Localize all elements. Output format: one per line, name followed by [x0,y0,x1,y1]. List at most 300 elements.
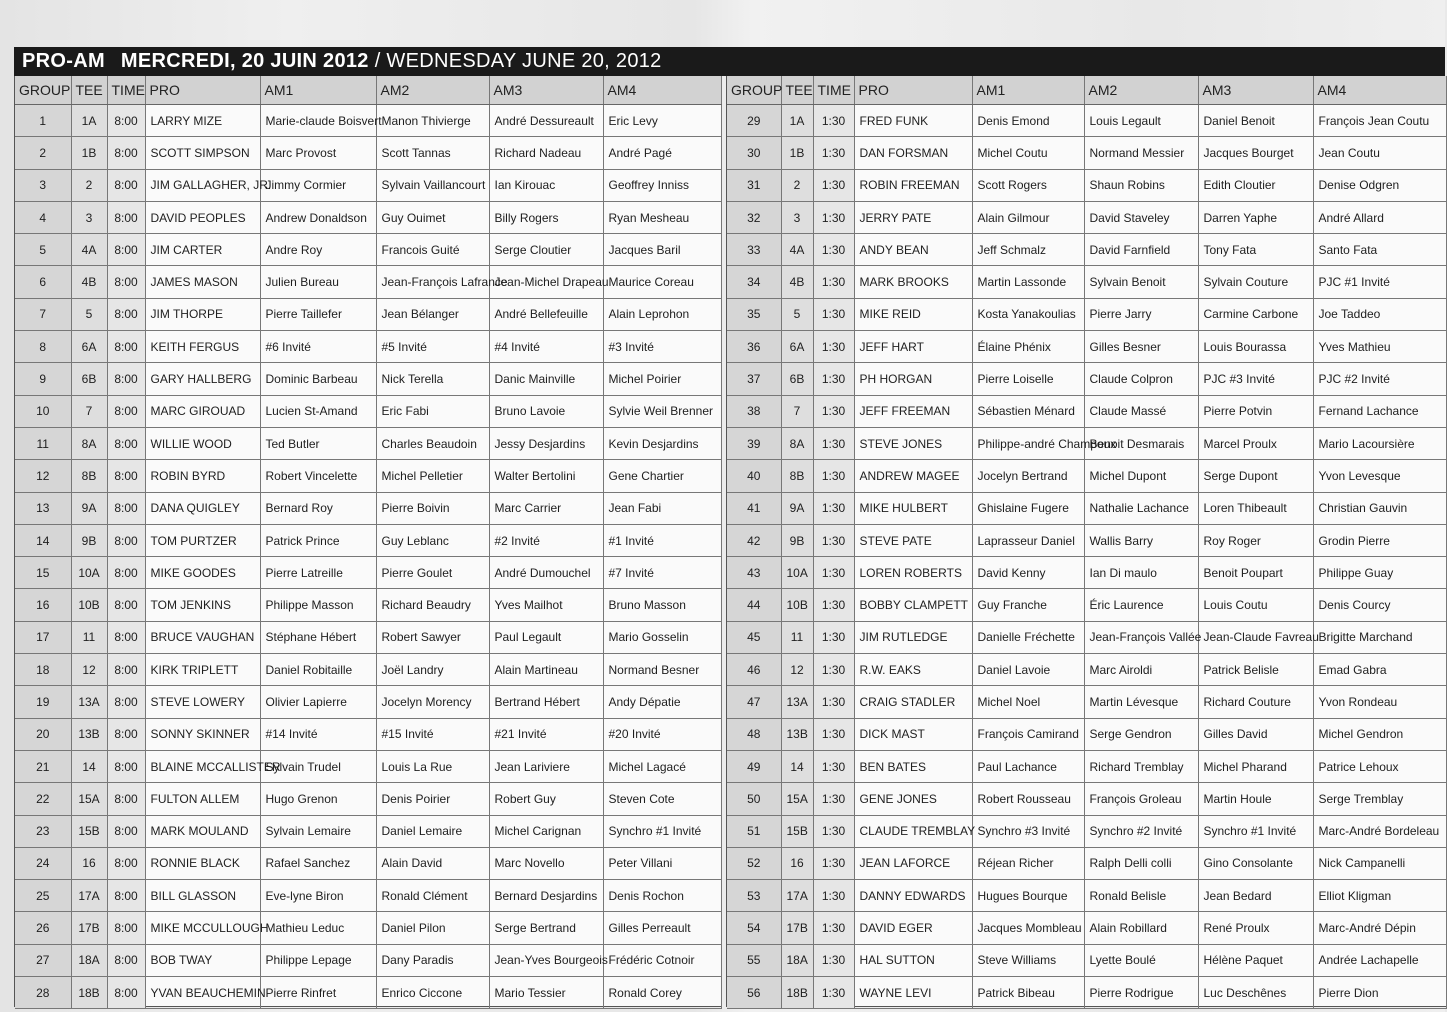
cell-time: 1:30 [813,944,854,976]
table-row [15,557,721,589]
cell-time: 1:30 [813,331,854,363]
cell-tee: 10A [71,557,107,589]
cell-am2: Wallis Barry [1084,524,1198,556]
cell-am4: Patrice Lehoux [1313,750,1446,782]
cell-grp: 11 [15,427,71,459]
cell-pro: YVAN BEAUCHEMIN [145,977,260,1009]
cell-tee: 9A [781,492,813,524]
cell-am3: Gino Consolante [1198,847,1313,879]
cell-am4: Normand Besner [603,654,721,686]
cell-pro: MIKE HULBERT [854,492,972,524]
cell-am3: Danic Mainville [489,363,603,395]
cell-tee: 15A [71,783,107,815]
cell-am3: Serge Cloutier [489,234,603,266]
cell-pro: LOREN ROBERTS [854,557,972,589]
cell-tee: 18A [71,944,107,976]
cell-pro: GARY HALLBERG [145,363,260,395]
title-bar [14,47,1445,76]
cell-am1: Dominic Barbeau [260,363,376,395]
cell-grp: 44 [727,589,781,621]
cell-am2: Synchro #2 Invité [1084,815,1198,847]
cell-am1: #14 Invité [260,718,376,750]
header-row [727,76,1446,105]
cell-tee: 1A [781,105,813,137]
cell-am2: Serge Gendron [1084,718,1198,750]
table-row [15,137,721,169]
cell-am1: Martin Lassonde [972,266,1084,298]
cell-am4: Ronald Corey [603,977,721,1009]
cell-pro: JIM GALLAGHER, JR. [145,169,260,201]
cell-am3: André Dessureault [489,105,603,137]
cell-time: 8:00 [107,912,145,944]
cell-pro: JEFF FREEMAN [854,395,972,427]
cell-time: 1:30 [813,298,854,330]
cell-grp: 47 [727,686,781,718]
cell-am3: André Dumouchel [489,557,603,589]
cell-am3: Loren Thibeault [1198,492,1313,524]
cell-grp: 3 [15,169,71,201]
table-row [15,718,721,750]
table-row [727,460,1446,492]
cell-am2: Daniel Pilon [376,912,489,944]
cell-am4: #1 Invité [603,524,721,556]
cell-am2: Louis Legault [1084,105,1198,137]
cell-pro: CRAIG STADLER [854,686,972,718]
table-row [727,492,1446,524]
cell-am3: Luc Deschênes [1198,977,1313,1009]
cell-tee: 1B [71,137,107,169]
cell-am4: Santo Fata [1313,234,1446,266]
cell-grp: 6 [15,266,71,298]
cell-tee: 15B [781,815,813,847]
cell-am3: Louis Bourassa [1198,331,1313,363]
cell-time: 8:00 [107,977,145,1009]
cell-pro: HAL SUTTON [854,944,972,976]
cell-grp: 23 [15,815,71,847]
cell-am2: Martin Lévesque [1084,686,1198,718]
cell-tee: 14 [781,750,813,782]
cell-am3: Hélène Paquet [1198,944,1313,976]
cell-time: 8:00 [107,654,145,686]
cell-am3: Billy Rogers [489,201,603,233]
cell-am2: Alain Robillard [1084,912,1198,944]
cell-grp: 40 [727,460,781,492]
cell-am2: David Staveley [1084,201,1198,233]
cell-time: 8:00 [107,298,145,330]
cell-am4: Fernand Lachance [1313,395,1446,427]
morning-schedule-table [15,76,722,1009]
table-row [15,395,721,427]
table-row [15,847,721,879]
cell-am2: Alain David [376,847,489,879]
cell-pro: STEVE PATE [854,524,972,556]
cell-grp: 38 [727,395,781,427]
cell-tee: 16 [781,847,813,879]
cell-grp: 50 [727,783,781,815]
cell-pro: MIKE GOODES [145,557,260,589]
cell-am3: Jean-Yves Bourgeois [489,944,603,976]
cell-am3: Daniel Benoit [1198,105,1313,137]
cell-am3: René Proulx [1198,912,1313,944]
cell-grp: 25 [15,880,71,912]
cell-am2: Scott Tannas [376,137,489,169]
cell-pro: BILL GLASSON [145,880,260,912]
cell-am3: Darren Yaphe [1198,201,1313,233]
cell-grp: 36 [727,331,781,363]
cell-am1: Hugo Grenon [260,783,376,815]
cell-time: 8:00 [107,427,145,459]
cell-pro: STEVE JONES [854,427,972,459]
column-header-tee: TEE [71,76,107,105]
cell-time: 1:30 [813,169,854,201]
cell-tee: 9A [71,492,107,524]
cell-grp: 5 [15,234,71,266]
cell-am1: Lucien St-Amand [260,395,376,427]
cell-am4: Geoffrey Inniss [603,169,721,201]
table-row [15,654,721,686]
cell-am1: Daniel Robitaille [260,654,376,686]
cell-am2: Louis La Rue [376,750,489,782]
cell-tee: 17A [71,880,107,912]
cell-pro: RONNIE BLACK [145,847,260,879]
cell-am2: Jean-François Vallée [1084,621,1198,653]
cell-am1: Robert Vincelette [260,460,376,492]
cell-am1: Marie-claude Boisvert [260,105,376,137]
cell-grp: 54 [727,912,781,944]
cell-tee: 10A [781,557,813,589]
cell-tee: 8A [781,427,813,459]
afternoon-schedule-table [727,76,1447,1009]
cell-tee: 7 [781,395,813,427]
cell-tee: 3 [781,201,813,233]
column-header-time: TIME [813,76,854,105]
cell-grp: 7 [15,298,71,330]
cell-am3: Marcel Proulx [1198,427,1313,459]
table-row [727,105,1446,137]
table-row [15,169,721,201]
cell-time: 8:00 [107,750,145,782]
cell-am3: Ian Kirouac [489,169,603,201]
column-header-am2: AM2 [1084,76,1198,105]
cell-am2: Benoit Desmarais [1084,427,1198,459]
cell-am3: Bruno Lavoie [489,395,603,427]
cell-am1: Sébastien Ménard [972,395,1084,427]
header-row [15,76,721,105]
cell-am4: Andrée Lachapelle [1313,944,1446,976]
cell-time: 8:00 [107,201,145,233]
cell-am3: André Bellefeuille [489,298,603,330]
cell-am4: Yvon Rondeau [1313,686,1446,718]
cell-time: 1:30 [813,621,854,653]
column-header-pro: PRO [145,76,260,105]
cell-time: 8:00 [107,524,145,556]
cell-tee: 6A [71,331,107,363]
cell-grp: 16 [15,589,71,621]
cell-am2: Ralph Delli colli [1084,847,1198,879]
cell-grp: 56 [727,977,781,1009]
cell-am3: Sylvain Couture [1198,266,1313,298]
cell-am1: Rafael Sanchez [260,847,376,879]
cell-grp: 34 [727,266,781,298]
cell-am1: Élaine Phénix [972,331,1084,363]
cell-tee: 4B [781,266,813,298]
cell-am2: Guy Leblanc [376,524,489,556]
cell-time: 8:00 [107,783,145,815]
table-row [727,912,1446,944]
cell-am3: Alain Martineau [489,654,603,686]
cell-time: 1:30 [813,718,854,750]
cell-time: 1:30 [813,234,854,266]
cell-am1: Guy Franche [972,589,1084,621]
cell-tee: 6B [781,363,813,395]
cell-time: 1:30 [813,783,854,815]
table-row [15,492,721,524]
cell-am4: Michel Lagacé [603,750,721,782]
cell-am4: Nick Campanelli [1313,847,1446,879]
cell-am3: Jean Bedard [1198,880,1313,912]
cell-time: 1:30 [813,557,854,589]
cell-am2: #5 Invité [376,331,489,363]
cell-am4: PJC #2 Invité [1313,363,1446,395]
table-row [15,234,721,266]
cell-am3: Carmine Carbone [1198,298,1313,330]
table-row [727,718,1446,750]
cell-am2: Richard Tremblay [1084,750,1198,782]
table-row [15,621,721,653]
cell-tee: 9B [71,524,107,556]
cell-am2: Daniel Lemaire [376,815,489,847]
cell-pro: DAVID PEOPLES [145,201,260,233]
cell-am2: Guy Ouimet [376,201,489,233]
table-row [727,686,1446,718]
table-row [15,880,721,912]
table-row [727,621,1446,653]
cell-am3: Marc Carrier [489,492,603,524]
table-row [15,363,721,395]
cell-am2: Charles Beaudoin [376,427,489,459]
cell-pro: JEFF HART [854,331,972,363]
table-row [15,427,721,459]
cell-tee: 5 [71,298,107,330]
cell-grp: 51 [727,815,781,847]
cell-grp: 33 [727,234,781,266]
cell-grp: 9 [15,363,71,395]
cell-am3: Bernard Desjardins [489,880,603,912]
cell-am4: André Allard [1313,201,1446,233]
cell-am4: Denis Courcy [1313,589,1446,621]
cell-pro: JAMES MASON [145,266,260,298]
cell-tee: 8A [71,427,107,459]
cell-tee: 12 [781,654,813,686]
cell-am4: Peter Villani [603,847,721,879]
cell-tee: 5 [781,298,813,330]
cell-am1: Danielle Fréchette [972,621,1084,653]
cell-tee: 11 [71,621,107,653]
table-row [15,331,721,363]
table-row [727,395,1446,427]
cell-am3: Pierre Potvin [1198,395,1313,427]
cell-grp: 2 [15,137,71,169]
cell-am3: Patrick Belisle [1198,654,1313,686]
cell-pro: SCOTT SIMPSON [145,137,260,169]
cell-pro: JIM RUTLEDGE [854,621,972,653]
cell-am3: Louis Coutu [1198,589,1313,621]
cell-grp: 30 [727,137,781,169]
cell-pro: ROBIN FREEMAN [854,169,972,201]
cell-am1: Ted Butler [260,427,376,459]
table-row [15,298,721,330]
cell-pro: MIKE REID [854,298,972,330]
cell-tee: 4B [71,266,107,298]
cell-am1: Laprasseur Daniel [972,524,1084,556]
cell-grp: 21 [15,750,71,782]
cell-pro: R.W. EAKS [854,654,972,686]
cell-am1: Sylvain Lemaire [260,815,376,847]
cell-am4: Pierre Dion [1313,977,1446,1009]
cell-am1: Synchro #3 Invité [972,815,1084,847]
table-row [15,815,721,847]
cell-am4: Gilles Perreault [603,912,721,944]
cell-am2: Ian Di maulo [1084,557,1198,589]
cell-am2: Sylvain Vaillancourt [376,169,489,201]
cell-tee: 13A [781,686,813,718]
table-row [727,750,1446,782]
table-row [727,266,1446,298]
cell-am3: Richard Couture [1198,686,1313,718]
cell-am3: Richard Nadeau [489,137,603,169]
table-row [15,977,721,1009]
cell-am2: Jocelyn Morency [376,686,489,718]
cell-tee: 3 [71,201,107,233]
cell-time: 1:30 [813,880,854,912]
title-date-en: / WEDNESDAY JUNE 20, 2012 [374,50,662,72]
table-row [727,815,1446,847]
cell-tee: 10B [781,589,813,621]
table-row [727,137,1446,169]
cell-am4: Sylvie Weil Brenner [603,395,721,427]
column-header-pro: PRO [854,76,972,105]
cell-grp: 8 [15,331,71,363]
cell-grp: 39 [727,427,781,459]
cell-am3: Serge Bertrand [489,912,603,944]
cell-am3: Michel Carignan [489,815,603,847]
cell-pro: BOB TWAY [145,944,260,976]
cell-time: 1:30 [813,686,854,718]
morning-schedule-panel [14,76,722,1007]
cell-am1: Pierre Loiselle [972,363,1084,395]
cell-pro: DAN FORSMAN [854,137,972,169]
cell-time: 8:00 [107,944,145,976]
cell-am1: Robert Rousseau [972,783,1084,815]
cell-time: 8:00 [107,847,145,879]
cell-pro: LARRY MIZE [145,105,260,137]
cell-am4: Synchro #1 Invité [603,815,721,847]
cell-pro: STEVE LOWERY [145,686,260,718]
afternoon-schedule-panel [726,76,1447,1007]
cell-tee: 15B [71,815,107,847]
cell-time: 8:00 [107,266,145,298]
cell-am4: PJC #1 Invité [1313,266,1446,298]
column-header-am1: AM1 [260,76,376,105]
cell-pro: GENE JONES [854,783,972,815]
table-row [15,201,721,233]
cell-am4: Yves Mathieu [1313,331,1446,363]
cell-time: 1:30 [813,201,854,233]
cell-time: 1:30 [813,105,854,137]
cell-grp: 22 [15,783,71,815]
cell-pro: PH HORGAN [854,363,972,395]
cell-am2: Francois Guité [376,234,489,266]
cell-time: 1:30 [813,815,854,847]
cell-am2: Denis Poirier [376,783,489,815]
table-row [727,524,1446,556]
cell-am2: Pierre Rodrigue [1084,977,1198,1009]
cell-am2: Dany Paradis [376,944,489,976]
cell-am1: Olivier Lapierre [260,686,376,718]
cell-am1: Jocelyn Bertrand [972,460,1084,492]
column-header-am1: AM1 [972,76,1084,105]
table-row [727,201,1446,233]
column-header-tee: TEE [781,76,813,105]
column-header-grp: GROUP [15,76,71,105]
cell-am4: Marc-André Dépin [1313,912,1446,944]
table-row [727,427,1446,459]
cell-pro: BEN BATES [854,750,972,782]
cell-grp: 10 [15,395,71,427]
cell-am1: Julien Bureau [260,266,376,298]
cell-am4: Brigitte Marchand [1313,621,1446,653]
table-row [727,944,1446,976]
cell-am4: Yvon Levesque [1313,460,1446,492]
cell-am4: Philippe Guay [1313,557,1446,589]
cell-time: 8:00 [107,331,145,363]
cell-am2: Robert Sawyer [376,621,489,653]
cell-grp: 17 [15,621,71,653]
cell-grp: 14 [15,524,71,556]
cell-tee: 8B [781,460,813,492]
cell-grp: 43 [727,557,781,589]
cell-tee: 10B [71,589,107,621]
cell-am1: Michel Noel [972,686,1084,718]
cell-am4: Jacques Baril [603,234,721,266]
column-header-time: TIME [107,76,145,105]
table-row [727,783,1446,815]
column-header-am3: AM3 [489,76,603,105]
cell-grp: 46 [727,654,781,686]
cell-tee: 15A [781,783,813,815]
cell-time: 8:00 [107,234,145,266]
cell-grp: 19 [15,686,71,718]
cell-tee: 8B [71,460,107,492]
cell-am2: François Groleau [1084,783,1198,815]
cell-tee: 6B [71,363,107,395]
cell-am1: Bernard Roy [260,492,376,524]
cell-am4: #3 Invité [603,331,721,363]
cell-time: 1:30 [813,524,854,556]
cell-am4: Ryan Mesheau [603,201,721,233]
cell-time: 1:30 [813,137,854,169]
cell-time: 8:00 [107,880,145,912]
cell-am1: Denis Emond [972,105,1084,137]
cell-pro: WILLIE WOOD [145,427,260,459]
cell-am3: Michel Pharand [1198,750,1313,782]
cell-am4: Joe Taddeo [1313,298,1446,330]
cell-grp: 26 [15,912,71,944]
cell-tee: 18A [781,944,813,976]
table-row [15,105,721,137]
table-row [15,524,721,556]
cell-time: 1:30 [813,395,854,427]
